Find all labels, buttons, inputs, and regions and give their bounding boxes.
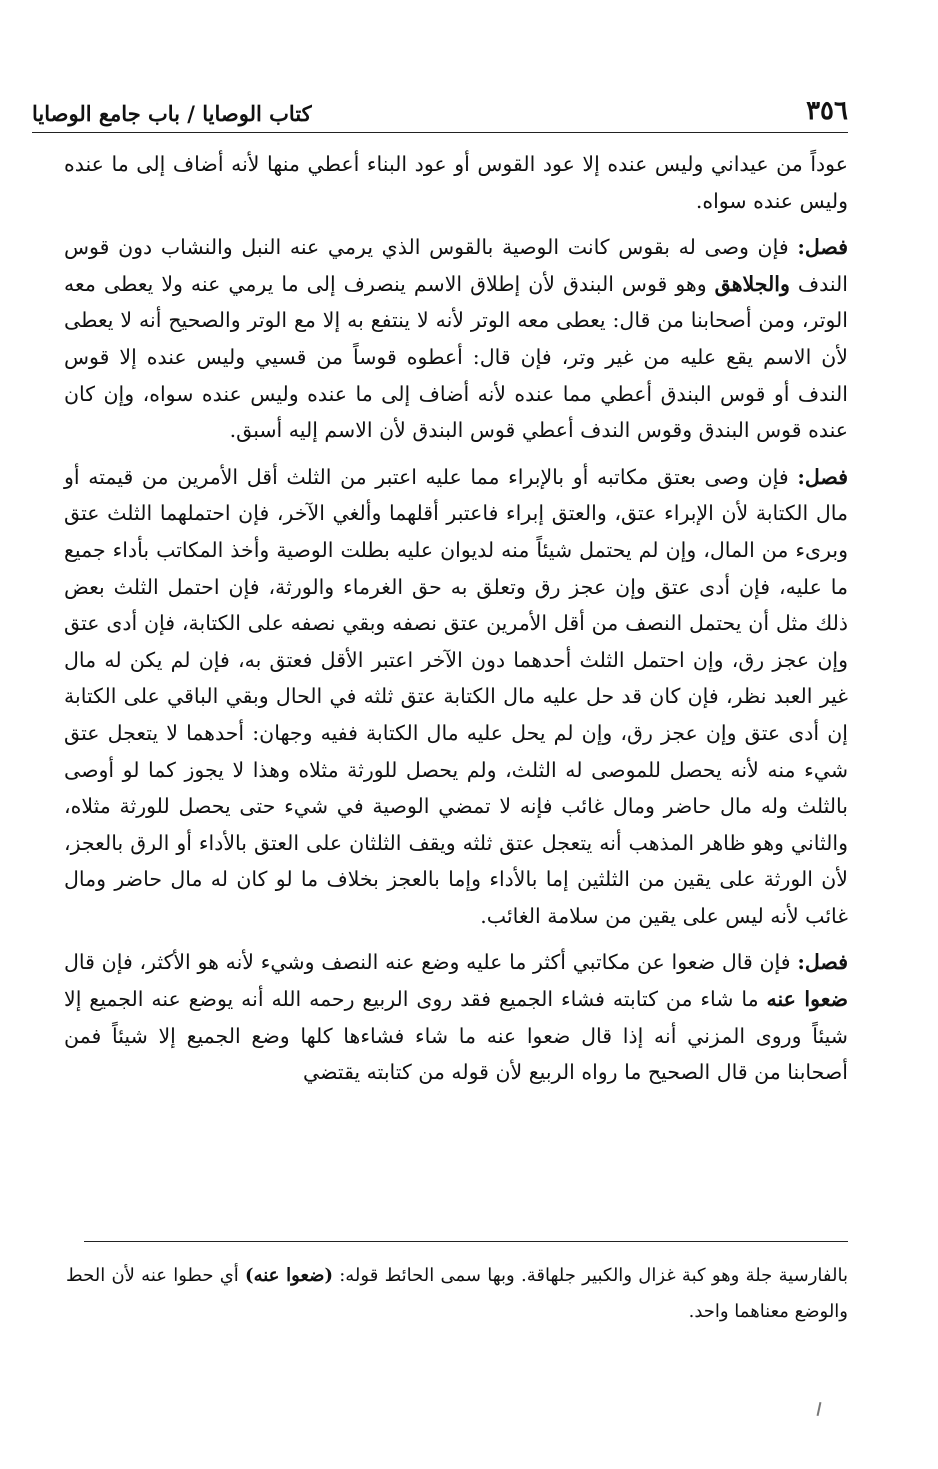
paragraph-mukatab-bequest (64, 459, 848, 935)
chapter-title: كتاب الوصايا / باب جامع الوصايا (32, 101, 312, 126)
section-label: فصل: (797, 235, 848, 260)
paragraph-text: فإن وصى بعتق مكاتبه أو بالإبراء مما عليه اعتبر من الثلث أقل الأمرين من قيمته أو مال الكتابة لأن الإبراء عتق، والعتق إبراء فاعتبر أقلهما وألغي الآخر، فإن احتملهما الثلث عتق وبرىء من المال، وإن لم يحتمل شيئاً منه لديوان عليه بطلت الوصية وأخذ المكاتب بأداء جميع ما عليه، فإن أدى عتق وإن عجز رق وتعلق به حق الغرماء والورثة، فإن احتمل الثلث بعض ذلك مثل أن يحتمل النصف من أقل الأمرين عتق نصفه وبقي نصفه على الكتابة، فإن أدى عتق وإن عجز رق، وإن احتمل الثلث أحدهما دون الآخر اعتبر الأقل فعتق به، فإن لم يكن له مال غير العبد نظر، فإن كان قد حل عليه مال الكتابة عتق ثلثه في الحال وبقي الباقي على الكتابة إن أدى عتق وإن عجز رق، وإن لم يحل عليه مال الكتابة ففيه وجهان: أحدهما لا يتعجل عتق شيء منه لأنه يحصل للموصى له الثلث، ولم يحصل للورثة مثلاه وهذا لا يجوز كما لو أوصى بالثلث وله مال حاضر ومال غائب فإنه لا تمضي الوصية في شيء حتى يحصل للورثة مثلاه، والثاني وهو ظاهر المذهب أنه يتعجل عتق ثلثه ويقف الثلثان على العتق بالأداء أو الرق بالعجز، لأن الورثة على يقين من الثلثين إما بالأداء وإما بالعجز بخلاف ما لو كان له مال حاضر ومال غائب لأنه ليس على يقين من سلامة الغائب. (64, 464, 848, 928)
stray-pen-mark (817, 1402, 822, 1416)
footnote-rule (84, 1241, 848, 1242)
paragraph-text: عوداً من عيداني وليس عنده إلا عود القوس أو عود البناء أعطي منها لأنه أضاف إلى ما عنده وليس عنده سواه. (64, 152, 848, 213)
paragraph-text: ما شاء من كتابته فشاء الجميع فقد روى الربيع رحمه الله أنه يوضع عنه الجميع إلا شيئاً وروى المزني أنه إذا قال ضعوا عنه ما شاء فشاءها كلها وضع الجميع إلا شيئاً فمن أصحابنا من قال الصحيح ما رواه الربيع لأن قوله من كتابته يقتضي (64, 987, 848, 1085)
paragraph-reduction-bequest (64, 944, 848, 1090)
running-header (32, 86, 848, 126)
footnote-bold-term: (ضعوا عنه) (245, 1265, 333, 1286)
paragraph-text: وهو قوس البندق لأن إطلاق الاسم ينصرف إلى ما يرمي عنه ولا يعطى معه الوتر، ومن أصحابنا من قال: يعطى معه الوتر لأنه لا ينتفع به إلا مع الوتر والصحيح أنه لا يعطى لأن الاسم يقع عليه من غير وتر، فإن قال: أعطوه قوساً من قسيي وليس عنده إلا قوس الندف أو قوس البندق أعطي مما عنده لأنه أضاف إلى ما عنده وليس عنده سواه، وإن كان عنده قوس البندق وقوس الندف أعطي قوس البندق لأن الاسم إليه أسبق. (64, 271, 848, 443)
footnote-text: أي حطوا عنه لأن الحط والوضع معناهما واحد. (66, 1265, 848, 1322)
paragraph-bow-bequest (64, 229, 848, 449)
page-number: ٣٥٦ (806, 96, 848, 126)
bold-term: ضعوا عنه (766, 987, 848, 1012)
paragraph-text: فإن قال ضعوا عن مكاتبي أكثر ما عليه وضع عنه النصف وشيء لأنه هو الأكثر، فإن قال (64, 950, 798, 975)
footnote (66, 1258, 848, 1330)
bold-term: والجلاهق (714, 271, 790, 296)
header-rule (32, 132, 848, 133)
paragraph-continuation (64, 146, 848, 219)
main-text (64, 146, 848, 1091)
footnote-text: بالفارسية جلة وهو كبة غزال والكبير جلهاقة. وبها سمى الحائط قوله: (332, 1265, 848, 1286)
section-label: فصل: (797, 950, 848, 975)
paragraph-text: فإن وصى له بقوس كانت الوصية بالقوس الذي يرمي عنه النبل والنشاب دون قوس الندف (64, 235, 848, 296)
section-label: فصل: (797, 464, 848, 489)
